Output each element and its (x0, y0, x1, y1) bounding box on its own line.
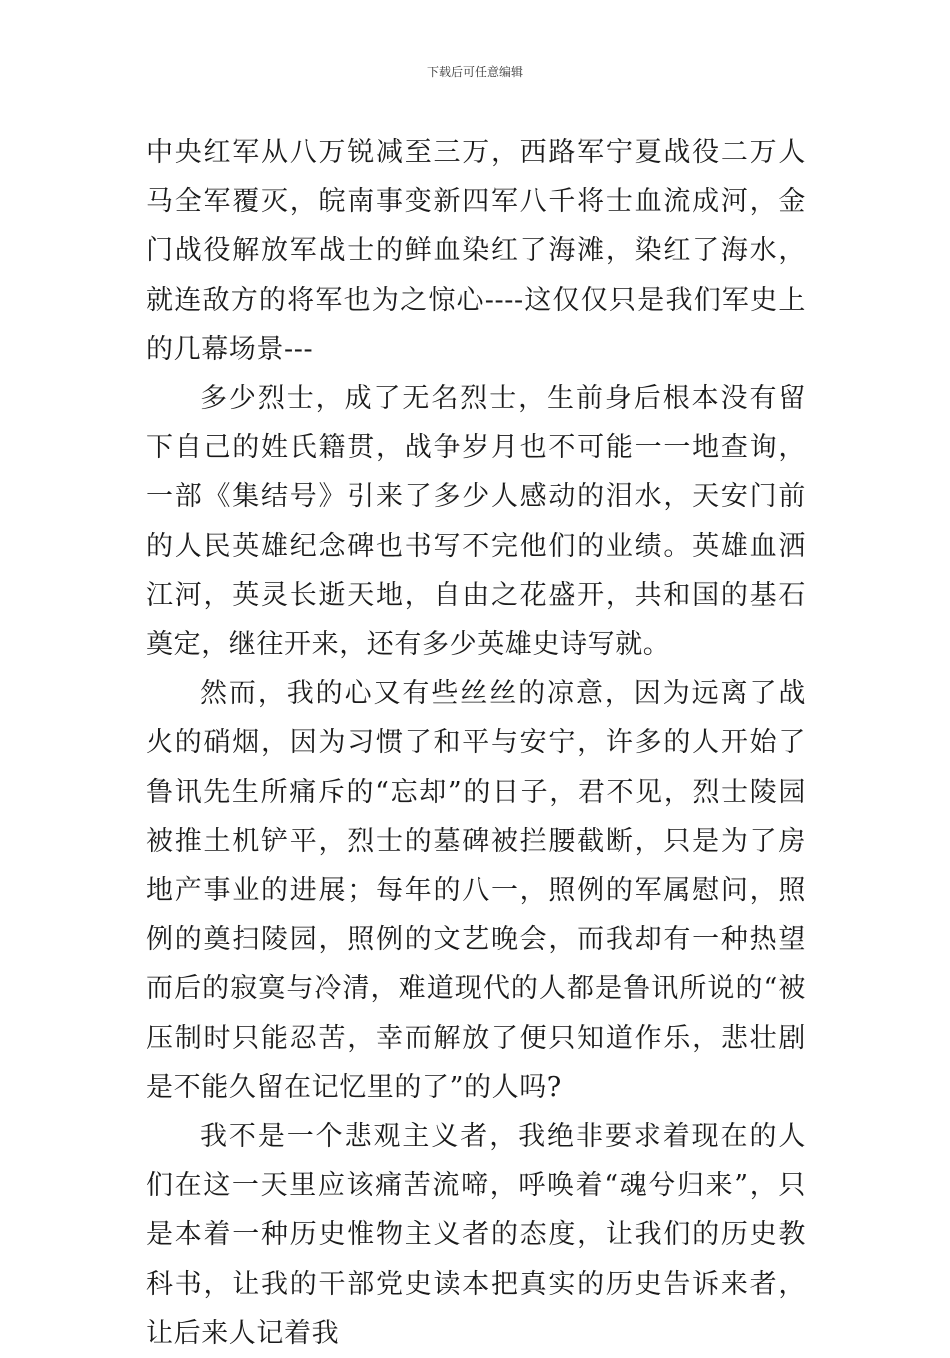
body-text (146, 128, 806, 1358)
paragraph-2: 多少烈士，成了无名烈士，生前身后根本没有留下自己的姓氏籍贯，战争岁月也不可能一一地查询，一部《集结号》引来了多少人感动的泪水，天安门前的人民英雄纪念碑也书写不完他们的业绩。英雄血洒江河，英灵长逝天地，自由之花盛开，共和国的基石奠定，继往开来，还有多少英雄史诗写就。 (146, 383, 806, 661)
paragraph-1: 中央红军从八万锐减至三万，西路军宁夏战役二万人马全军覆灭，皖南事变新四军八千将士血流成河，金门战役解放军战士的鲜血染红了海滩，染红了海水，就连敌方的将军也为之惊心----这仅仅只是我们军史上的几幕场景--- (146, 137, 806, 365)
page-header: 下载后可任意编辑 (426, 65, 523, 79)
paragraph-3: 然而，我的心又有些丝丝的凉意，因为远离了战火的硝烟，因为习惯了和平与安宁，许多的人开始了鲁讯先生所痛斥的“忘却”的日子，君不见，烈士陵园被推土机铲平，烈士的墓碑被拦腰截断，只是为了房地产事业的进展；每年的八一，照例的军属慰问，照例的奠扫陵园，照例的文艺晚会，而我却有一种热望而后的寂寞与冷清，难道现代的人都是鲁讯所说的“被压制时只能忍苦，幸而解放了便只知道作乐，悲壮剧是不能久留在记忆里的了”的人吗? (146, 678, 806, 1103)
paragraph-4: 我不是一个悲观主义者，我绝非要求着现在的人们在这一天里应该痛苦流啼，呼唤着“魂兮归来”，只是本着一种历史惟物主义者的态度，让我们的历史教科书，让我的干部党史读本把真实的历史告诉来者，让后来人记着我 (146, 1121, 806, 1349)
